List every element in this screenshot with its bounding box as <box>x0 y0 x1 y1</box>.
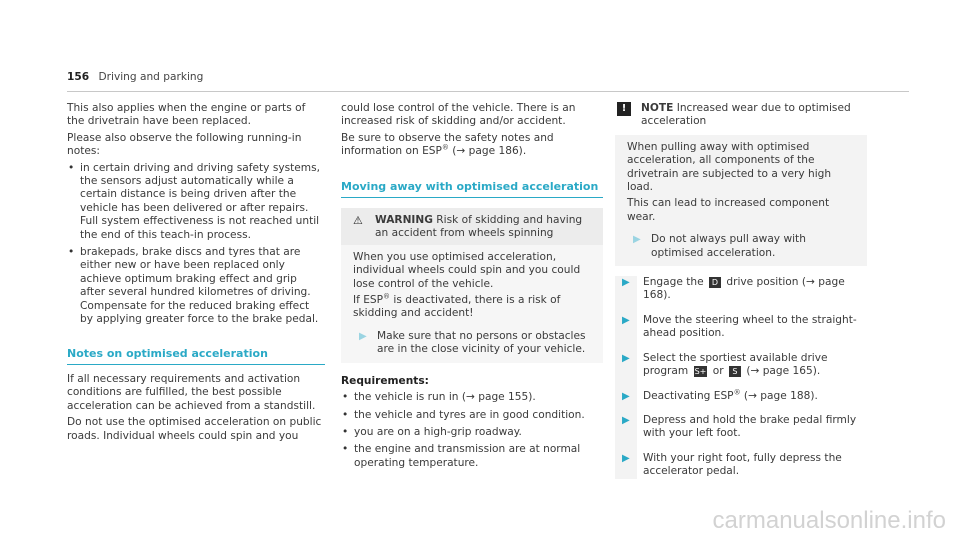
paragraph: Do not use the optimised acceleration on public roads. Individual wheels could spin and you <box>67 416 322 442</box>
note-header <box>615 102 867 135</box>
arrow-right-icon: ▶ <box>622 452 630 464</box>
arrow-right-icon: ▶ <box>622 277 630 289</box>
list-item: • the vehicle is run in (→ page 155). <box>341 391 603 404</box>
warning-label: WARNING <box>375 214 433 227</box>
warning-heading <box>375 214 593 241</box>
list-item: • in certain driving and driving safety systems, the sensors adjust automatically while a certain distance is being driven after the vehicle has been delivered or after repairs. Full system effectiveness is not reached until the end of this teach-in process. <box>67 162 325 242</box>
page-number: 156 <box>67 71 90 83</box>
action-step <box>615 314 867 341</box>
registered-mark: ® <box>733 387 741 396</box>
requirements-list <box>341 391 603 470</box>
step-text: Make sure that no persons or obstacles are in the close vicinity of your vehicle. <box>377 329 586 356</box>
page-reference-link[interactable]: (→ page 165). <box>742 365 821 378</box>
registered-mark: ® <box>383 292 391 301</box>
paragraph: could lose control of the vehicle. There is an increased risk of skidding and/or accident. <box>341 102 576 128</box>
paragraph: When pulling away with optimised acceleration, all components of the drivetrain are subjected to a very high load. <box>627 140 832 194</box>
page-reference-link[interactable]: (→ page 186). <box>448 145 527 158</box>
list-item: • the vehicle and tyres are in good condition. <box>341 409 603 422</box>
warning-header <box>341 208 603 245</box>
section-heading: Moving away with optimised acceleration <box>341 180 603 198</box>
page-reference-link[interactable]: drive position (→ page 168). <box>643 276 845 302</box>
paragraph: If all necessary requirements and activation conditions are fulfilled, the best possible acceleration can be achieved from a standstill. <box>67 372 316 412</box>
chapter-title: Driving and parking <box>98 71 204 83</box>
arrow-right-icon: ▶ <box>633 234 641 246</box>
note-label: NOTE <box>641 102 674 114</box>
arrow-right-icon: ▶ <box>622 314 630 326</box>
note-body <box>615 135 867 266</box>
column-left <box>67 102 325 446</box>
arrow-right-icon: ▶ <box>622 414 630 426</box>
drive-position-key: D <box>709 277 721 288</box>
step-text: Depress and hold the brake pedal firmly with your left foot. <box>643 413 857 440</box>
page-reference-link[interactable]: (→ page 188). <box>740 389 818 402</box>
action-step <box>615 352 867 379</box>
warning-step <box>353 330 593 357</box>
page-header <box>67 71 909 92</box>
arrow-right-icon: ▶ <box>359 330 367 342</box>
note-heading <box>641 102 859 129</box>
warning-title: Risk of skidding and having an accident from wheels spinning <box>375 214 583 240</box>
step-text: Move the steering wheel to the straight-ahead position. <box>643 313 857 340</box>
step-text: Do not always pull away with optimised acceleration. <box>651 233 806 259</box>
paragraph <box>341 132 603 159</box>
note-step <box>627 233 857 260</box>
note-title: Increased wear due to optimised acceleration <box>641 102 851 128</box>
note-box <box>615 102 867 266</box>
list-item: • you are on a high-grip roadway. <box>341 426 603 439</box>
paragraph: This can lead to increased component wear. <box>627 197 830 223</box>
column-right <box>615 102 867 490</box>
step-text: With your right foot, fully depress the accelerator pedal. <box>643 451 842 478</box>
sport-key: S <box>729 366 741 377</box>
sport-plus-key: S+ <box>694 366 707 376</box>
list-item: • the engine and transmission are at normal operating temperature. <box>341 443 603 470</box>
text: Engage the <box>643 276 707 289</box>
column-middle <box>341 102 603 474</box>
action-step <box>615 387 867 403</box>
paragraph: When you use optimised acceleration, individual wheels could spin and you could lose control of the vehicle. <box>353 250 581 290</box>
paragraph: This also applies when the engine or parts of the drivetrain have been replaced. <box>67 102 306 128</box>
text: or <box>709 365 727 378</box>
action-step <box>615 276 867 303</box>
text: Select the sportiest available drive program <box>643 351 828 378</box>
section-heading: Notes on optimised acceleration <box>67 347 325 365</box>
paragraph <box>353 294 593 321</box>
text: Be sure to observe the safety notes and information on ESP <box>341 131 554 158</box>
text: Deactivating ESP <box>643 389 734 402</box>
watermark: carmanualsonline.info <box>712 506 946 534</box>
list-item: • brakepads, brake discs and tyres that are either new or have been replaced only achieve optimum braking effect and grip after several hundred kilometres of driving. Compensate for the reduced braking effect by applying greater force to the brake pedal. <box>67 246 325 326</box>
action-step <box>615 452 867 479</box>
paragraph: Please also observe the following running-in notes: <box>67 131 302 158</box>
warning-box <box>341 208 603 363</box>
requirements-heading: Requirements: <box>341 374 429 387</box>
action-step <box>615 414 867 441</box>
warning-body <box>341 245 603 363</box>
running-in-notes-list <box>67 162 325 327</box>
exclamation-icon: ! <box>617 102 631 116</box>
registered-mark: ® <box>441 143 449 152</box>
text: If ESP <box>353 294 384 307</box>
arrow-right-icon: ▶ <box>622 352 630 364</box>
text: is deactivated, there is a risk of skidding and accident! <box>353 294 561 320</box>
warning-triangle-icon: ⚠ <box>353 214 363 228</box>
action-steps <box>615 276 867 478</box>
arrow-right-icon: ▶ <box>622 390 630 402</box>
